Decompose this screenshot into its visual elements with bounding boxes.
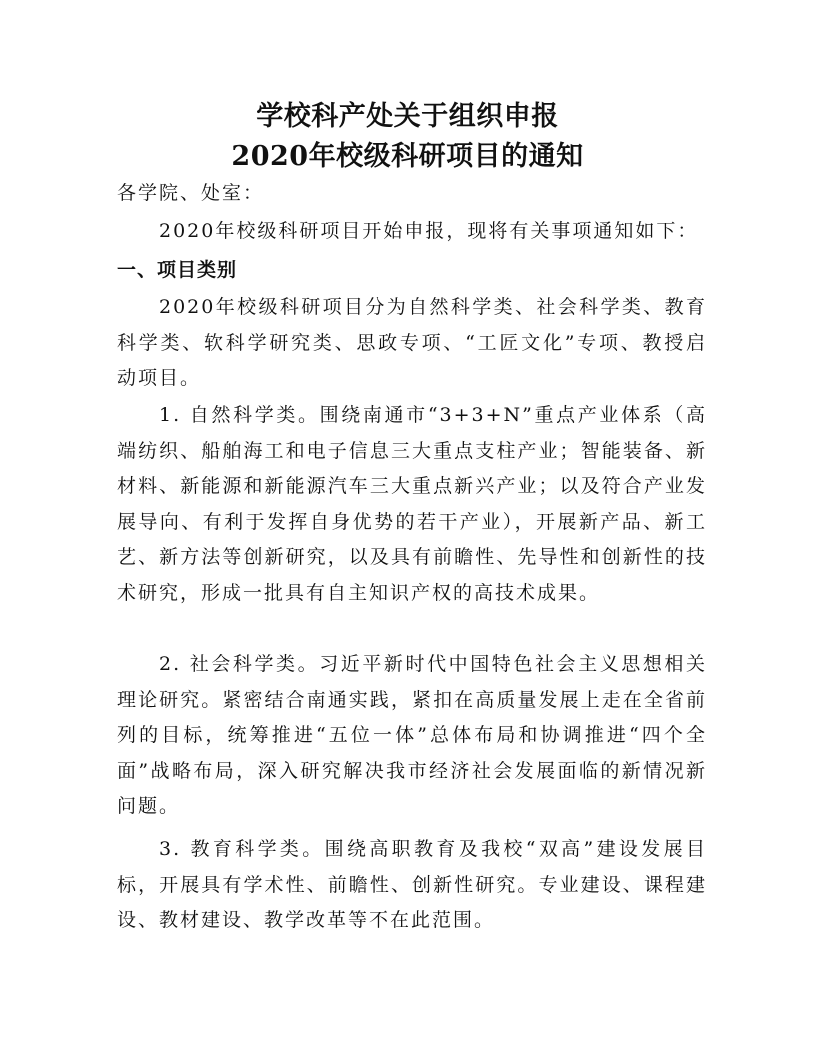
salutation: 各学院、处室： [117,182,265,204]
list-item-social-science: 2. 社会科学类。习近平新时代中国特色社会主义思想相关理论研究。紧密结合南通实践，紧扣在高质量发展上走在全省前列的目标，统筹推进“五位一体”总体布局和协调推进“四个全面”战略布局，深入研究解决我市经济社会发展面临的新情况新问题。 [117,653,707,817]
intro-paragraph: 2020年校级科研项目开始申报，现将有关事项通知如下： [159,220,699,242]
list-item-education-science: 3. 教育科学类。围绕高职教育及我校“双高”建设发展目标，开展具有学术性、前瞻性、创新性研究。专业建设、课程建设、教材建设、教学改革等不在此范围。 [117,838,707,931]
document-title-line-2: 2020年校级科研项目的通知 [231,141,584,172]
list-item-natural-science: 1. 自然科学类。围绕南通市“3+3+N”重点产业体系（高端纺织、船舶海工和电子信息三大重点支柱产业；智能装备、新材料、新能源和新能源汽车三大重点新兴产业；以及符合产业发展导向、有利于发挥自身优势的若干产业），开展新产品、新工艺、新方法等创新研究，以及具有前瞻性、先导性和创新性的技术研究，形成一批具有自主知识产权的高技术成果。 [117,404,707,604]
section-heading: 一、项目类别 [117,259,238,281]
overview-paragraph: 2020年校级科研项目分为自然科学类、社会科学类、教育科学类、软科学研究类、思政专项、“工匠文化”专项、教授启动项目。 [117,296,707,389]
document-title-line-1: 学校科产处关于组织申报 [256,101,559,132]
